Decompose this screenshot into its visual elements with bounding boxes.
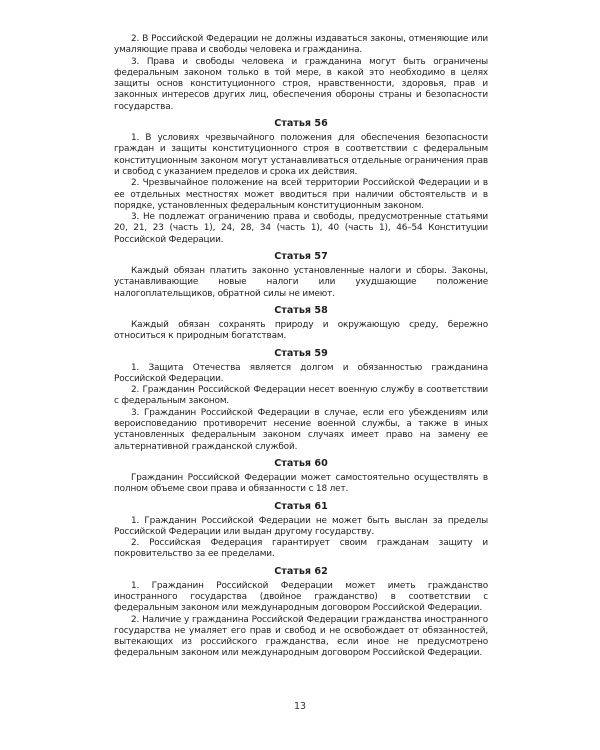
article-57-title: Статья 57: [274, 251, 328, 263]
page-number: 13: [293, 701, 307, 712]
article-61-paragraph-2: 2. Российская Федерация гарантирует своим гражданам защиту и покровительство за ее пределами.: [114, 538, 488, 560]
page-content: [114, 34, 488, 660]
article-56-paragraph-2: 2. Чрезвычайное положение на всей территории Российской Федерации и в ее отдельных местностях может вводиться при наличии обстоятельств и в порядке, установленных федеральным конституционным законом.: [114, 178, 488, 211]
article-56-title: Статья 56: [274, 118, 328, 130]
article-62-paragraph-1: 1. Гражданин Российской Федерации может иметь гражданство иностранного государства (двойное гражданство) в соответствии с федеральным законом или международным договором Российской Федерации.: [114, 580, 488, 614]
article-57-paragraph-1: Каждый обязан платить законно установленные налоги и сборы. Законы, устанавливающие новые налоги или ухудшающие положение налогоплательщиков, обратной силы не имеют.: [114, 266, 488, 299]
article-56-paragraph-1: 1. В условиях чрезвычайного положения для обеспечения безопасности граждан и защиты конституционного строя в соответствии с федеральным конституционным законом могут устанавливаться отдельные ограничения прав и свобод с указанием пределов и срока их действия.: [114, 133, 488, 177]
article-60-title: Статья 60: [274, 457, 328, 469]
article-62-paragraph-2: 2. Наличие у гражданина Российской Федерации гражданства иностранного государства не умаляет его прав и свобод и не освобождает от обязанностей, вытекающих из российского гражданства, если иное не предусмотрено федеральным законом или международным договором Российской Федерации.: [114, 614, 488, 659]
article-62-title: Статья 62: [274, 565, 328, 577]
article-61-paragraph-1: 1. Гражданин Российской Федерации не может быть выслан за пределы Российской Федерации или выдан другому государству.: [114, 515, 488, 537]
article-58-paragraph-1: Каждый обязан сохранять природу и окружающую среду, бережно относиться к природным богатствам.: [114, 319, 488, 342]
intro-paragraph-2: 3. Права и свободы человека и гражданина могут быть ограничены федеральным законом только в той мере, в какой это необходимо в целях защиты основ конституционного строя, нравственности, здоровья, прав и законных интересов других лиц, обеспечения обороны страны и безопасности государства.: [114, 56, 488, 112]
article-59-paragraph-1: 1. Защита Отечества является долгом и обязанностью гражданина Российской Федерации.: [114, 362, 488, 384]
intro-paragraph-1: 2. В Российской Федерации не должны издаваться законы, отменяющие или умаляющие права и свободы человека и гражданина.: [114, 34, 488, 56]
article-56-paragraph-3: 3. Не подлежат ограничению права и свободы, предусмотренные статьями 20, 21, 23 (часть 1), 24, 28, 34 (часть 1), 40 (часть 1), 46–54 Конституции Российской Федерации.: [114, 212, 488, 245]
article-61-title: Статья 61: [274, 500, 328, 512]
article-59-paragraph-2: 2. Гражданин Российской Федерации несет военную службу в соответствии с федеральным законом.: [114, 385, 488, 407]
article-59-title: Статья 59: [274, 347, 328, 359]
article-58-title: Статья 58: [274, 304, 328, 316]
article-60-paragraph-1: Гражданин Российской Федерации может самостоятельно осуществлять в полном объеме свои права и обязанности с 18 лет.: [114, 472, 488, 495]
article-59-paragraph-3: 3. Гражданин Российской Федерации в случае, если его убеждениям или вероисповеданию противоречит несение военной службы, а также в иных установленных федеральным законом случаях имеет право на замену ее альтернативной гражданской службой.: [114, 407, 488, 452]
